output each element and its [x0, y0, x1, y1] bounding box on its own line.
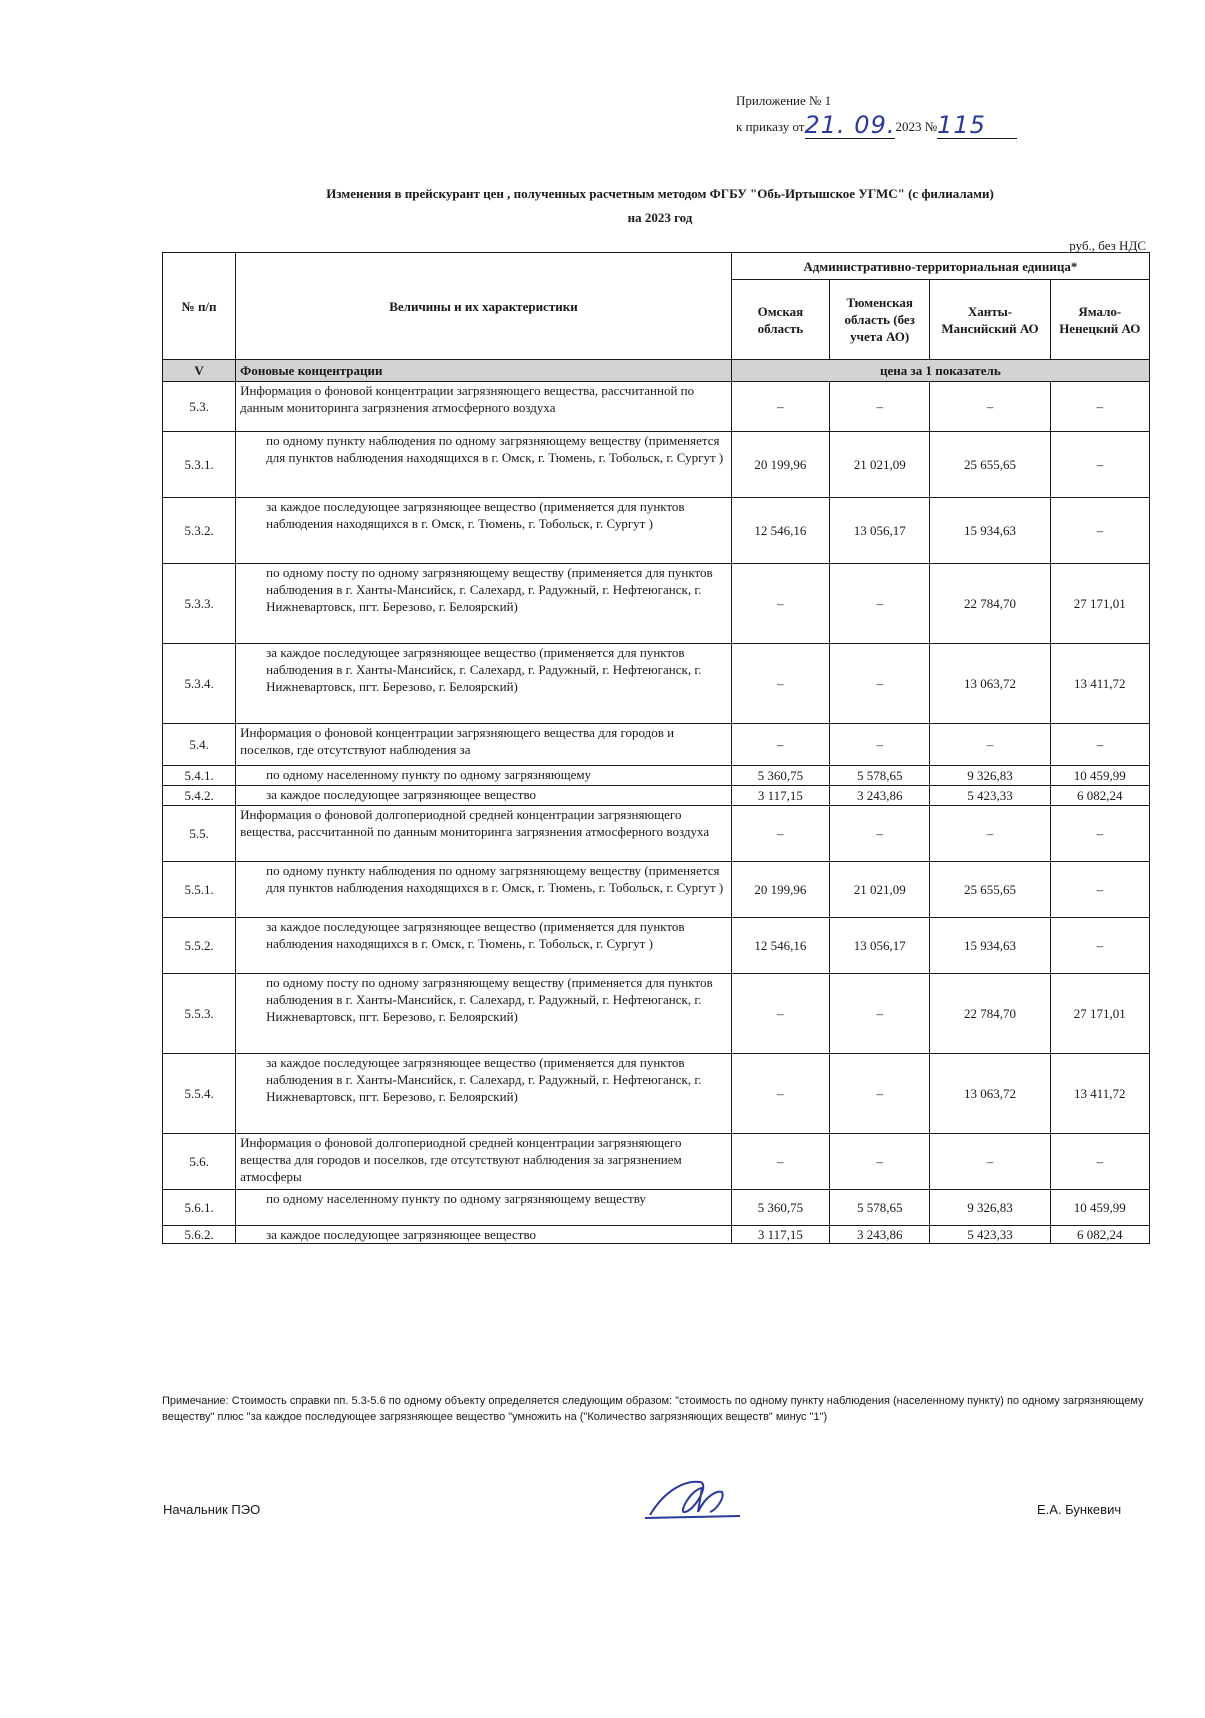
value-omsk: 20 199,96	[731, 862, 829, 918]
title-line-1: Изменения в прейскурант цен , полученных расчетным методом ФГБУ "Обь-Иртышское УГМС" (с филиалами)	[326, 186, 994, 201]
row-description: по одному пункту наблюдения по одному загрязняющему веществу (применяется для пунктов наблюдения находящихся в г. Омск, г. Тюмень, г. Тобольск, г. Сургут )	[236, 862, 732, 918]
units-label: руб., без НДС	[1069, 238, 1146, 253]
table-row	[163, 1054, 1150, 1134]
handwritten-date: 21. 09.	[804, 111, 896, 139]
table-row	[163, 786, 1150, 806]
appendix-year: 2023 №	[895, 119, 938, 134]
value-khmao: 22 784,70	[930, 564, 1050, 644]
value-tyumen: 21 021,09	[830, 432, 930, 498]
table-row	[163, 382, 1150, 432]
value-yanao: –	[1050, 862, 1149, 918]
value-khmao: 9 326,83	[930, 1190, 1050, 1226]
table-row	[163, 724, 1150, 766]
value-tyumen: 3 243,86	[830, 1226, 930, 1244]
value-khmao: 25 655,65	[930, 432, 1050, 498]
row-description: по одному посту по одному загрязняющему веществу (применяется для пунктов наблюдения в г. Ханты-Мансийск, г. Салехард, г. Радужный, г. Нефтеюганск, г. Нижневартовск, пгт. Березово, г. Белоярский)	[236, 564, 732, 644]
value-omsk: 12 546,16	[731, 498, 829, 564]
row-description: по одному населенному пункту по одному загрязняющему веществу	[236, 1190, 732, 1226]
table-row	[163, 644, 1150, 724]
value-khmao: 13 063,72	[930, 644, 1050, 724]
value-yanao: –	[1050, 382, 1149, 432]
appendix-block	[736, 90, 1036, 139]
value-yanao: –	[1050, 918, 1149, 974]
appendix-line-2	[736, 112, 1036, 139]
value-khmao: 5 423,33	[930, 1226, 1050, 1244]
signatory-position: Начальник ПЭО	[163, 1502, 261, 1517]
appendix-line-1: Приложение № 1	[736, 93, 832, 108]
row-number: 5.3.	[163, 382, 236, 432]
row-description: по одному пункту наблюдения по одному загрязняющему веществу (применяется для пунктов наблюдения находящихся в г. Омск, г. Тюмень, г. Тобольск, г. Сургут )	[236, 432, 732, 498]
header-yanao: Ямало-Ненецкий АО	[1050, 280, 1149, 360]
value-yanao: –	[1050, 498, 1149, 564]
value-omsk: 12 546,16	[731, 918, 829, 974]
value-omsk: 5 360,75	[731, 766, 829, 786]
header-group: Административно-территориальная единица*	[731, 253, 1149, 280]
row-description: за каждое последующее загрязняющее вещество (применяется для пунктов наблюдения находящихся в г. Омск, г. Тюмень, г. Тобольск, г. Сургут )	[236, 918, 732, 974]
row-number: 5.3.3.	[163, 564, 236, 644]
value-tyumen: –	[830, 1134, 930, 1190]
value-tyumen: 5 578,65	[830, 766, 930, 786]
row-number: 5.5.2.	[163, 918, 236, 974]
value-omsk: 3 117,15	[731, 1226, 829, 1244]
row-number: 5.3.2.	[163, 498, 236, 564]
value-omsk: 5 360,75	[731, 1190, 829, 1226]
header-desc: Величины и их характеристики	[236, 253, 732, 360]
value-omsk: –	[731, 564, 829, 644]
value-yanao: 6 082,24	[1050, 786, 1149, 806]
row-number: 5.4.	[163, 724, 236, 766]
section-price-label: цена за 1 показатель	[731, 360, 1149, 382]
value-omsk: –	[731, 1054, 829, 1134]
section-title: Фоновые концентрации	[236, 360, 732, 382]
table-row	[163, 432, 1150, 498]
row-description: Информация о фоновой концентрации загрязняющего вещества для городов и поселков, где отсутствуют наблюдения за	[236, 724, 732, 766]
value-khmao: –	[930, 806, 1050, 862]
table-row	[163, 862, 1150, 918]
header-tyumen: Тюменская область (без учета АО)	[830, 280, 930, 360]
value-tyumen: –	[830, 1054, 930, 1134]
table-row	[163, 564, 1150, 644]
value-tyumen: –	[830, 564, 930, 644]
value-tyumen: –	[830, 382, 930, 432]
table-row	[163, 766, 1150, 786]
row-description: за каждое последующее загрязняющее вещество	[236, 786, 732, 806]
title-line-2: на 2023 год	[627, 210, 693, 225]
row-number: 5.6.2.	[163, 1226, 236, 1244]
value-yanao: 10 459,99	[1050, 766, 1149, 786]
value-khmao: –	[930, 382, 1050, 432]
value-khmao: 5 423,33	[930, 786, 1050, 806]
table-row	[163, 918, 1150, 974]
value-khmao: 25 655,65	[930, 862, 1050, 918]
row-number: 5.5.3.	[163, 974, 236, 1054]
row-number: 5.5.4.	[163, 1054, 236, 1134]
value-yanao: –	[1050, 806, 1149, 862]
row-number: 5.3.4.	[163, 644, 236, 724]
handwritten-number: 115	[937, 111, 986, 139]
table-row	[163, 806, 1150, 862]
footnote: Примечание: Стоимость справки пп. 5.3-5.6 по одному объекту определяется следующим образом: "стоимость по одному пункту наблюдения (населенному пункту) по одному загрязняющему веществу" плюс "за каждое последующее загрязняющее вещество "умножить на ("Количество загрязняющих веществ" минус "1")	[162, 1395, 1144, 1423]
value-omsk: –	[731, 644, 829, 724]
value-tyumen: –	[830, 974, 930, 1054]
document-title	[160, 182, 1160, 230]
value-omsk: 3 117,15	[731, 786, 829, 806]
value-khmao: 9 326,83	[930, 766, 1050, 786]
row-number: 5.4.2.	[163, 786, 236, 806]
value-yanao: –	[1050, 432, 1149, 498]
row-number: 5.5.	[163, 806, 236, 862]
row-description: за каждое последующее загрязняющее вещество (применяется для пунктов наблюдения в г. Ханты-Мансийск, г. Салехард, г. Радужный, г. Нефтеюганск, г. Нижневартовск, пгт. Березово, г. Белоярский)	[236, 644, 732, 724]
row-number: 5.4.1.	[163, 766, 236, 786]
value-tyumen: 3 243,86	[830, 786, 930, 806]
value-tyumen: –	[830, 724, 930, 766]
value-tyumen: 13 056,17	[830, 918, 930, 974]
row-description: Информация о фоновой концентрации загрязняющего вещества, рассчитанной по данным мониторинга загрязнения атмосферного воздуха	[236, 382, 732, 432]
row-number: 5.6.1.	[163, 1190, 236, 1226]
value-yanao: 13 411,72	[1050, 1054, 1149, 1134]
value-tyumen: 5 578,65	[830, 1190, 930, 1226]
value-tyumen: 21 021,09	[830, 862, 930, 918]
table-row	[163, 1226, 1150, 1244]
row-description: за каждое последующее загрязняющее вещество (применяется для пунктов наблюдения находящихся в г. Омск, г. Тюмень, г. Тобольск, г. Сургут )	[236, 498, 732, 564]
value-yanao: 27 171,01	[1050, 564, 1149, 644]
value-khmao: 15 934,63	[930, 918, 1050, 974]
row-number: 5.5.1.	[163, 862, 236, 918]
row-description: Информация о фоновой долгопериодной средней концентрации загрязняющего вещества для городов и поселков, где отсутствуют наблюдения за загрязнением атмосферы	[236, 1134, 732, 1190]
row-description: Информация о фоновой долгопериодной средней концентрации загрязняющего вещества, рассчитанной по данным мониторинга загрязнения атмосферного воздуха	[236, 806, 732, 862]
value-khmao: 15 934,63	[930, 498, 1050, 564]
value-omsk: 20 199,96	[731, 432, 829, 498]
row-number: 5.6.	[163, 1134, 236, 1190]
value-tyumen: –	[830, 644, 930, 724]
value-yanao: 27 171,01	[1050, 974, 1149, 1054]
row-description: за каждое последующее загрязняющее вещество	[236, 1226, 732, 1244]
value-omsk: –	[731, 382, 829, 432]
section-row	[163, 360, 1150, 382]
row-number: 5.3.1.	[163, 432, 236, 498]
section-num: V	[163, 360, 236, 382]
value-yanao: 6 082,24	[1050, 1226, 1149, 1244]
table-row	[163, 1190, 1150, 1226]
row-description: за каждое последующее загрязняющее вещество (применяется для пунктов наблюдения в г. Ханты-Мансийск, г. Салехард, г. Радужный, г. Нефтеюганск, г. Нижневартовск, пгт. Березово, г. Белоярский)	[236, 1054, 732, 1134]
header-num: № п/п	[163, 253, 236, 360]
value-khmao: 13 063,72	[930, 1054, 1050, 1134]
value-tyumen: –	[830, 806, 930, 862]
header-khmao: Ханты-Мансийский АО	[930, 280, 1050, 360]
table-row	[163, 974, 1150, 1054]
value-omsk: –	[731, 724, 829, 766]
row-description: по одному населенному пункту по одному загрязняющему	[236, 766, 732, 786]
appendix-order-prefix: к приказу от	[736, 119, 805, 134]
value-yanao: 10 459,99	[1050, 1190, 1149, 1226]
row-description: по одному посту по одному загрязняющему веществу (применяется для пунктов наблюдения в г. Ханты-Мансийск, г. Салехард, г. Радужный, г. Нефтеюганск, г. Нижневартовск, пгт. Березово, г. Белоярский)	[236, 974, 732, 1054]
table-row	[163, 1134, 1150, 1190]
value-khmao: 22 784,70	[930, 974, 1050, 1054]
price-table	[162, 252, 1150, 1244]
value-omsk: –	[731, 974, 829, 1054]
value-yanao: –	[1050, 1134, 1149, 1190]
signatory-name: Е.А. Бункевич	[1037, 1502, 1122, 1517]
header-omsk: Омская область	[731, 280, 829, 360]
value-yanao: 13 411,72	[1050, 644, 1149, 724]
table-row	[163, 498, 1150, 564]
value-omsk: –	[731, 1134, 829, 1190]
value-khmao: –	[930, 724, 1050, 766]
value-yanao: –	[1050, 724, 1149, 766]
value-khmao: –	[930, 1134, 1050, 1190]
value-tyumen: 13 056,17	[830, 498, 930, 564]
handwritten-signature	[640, 1470, 750, 1530]
value-omsk: –	[731, 806, 829, 862]
